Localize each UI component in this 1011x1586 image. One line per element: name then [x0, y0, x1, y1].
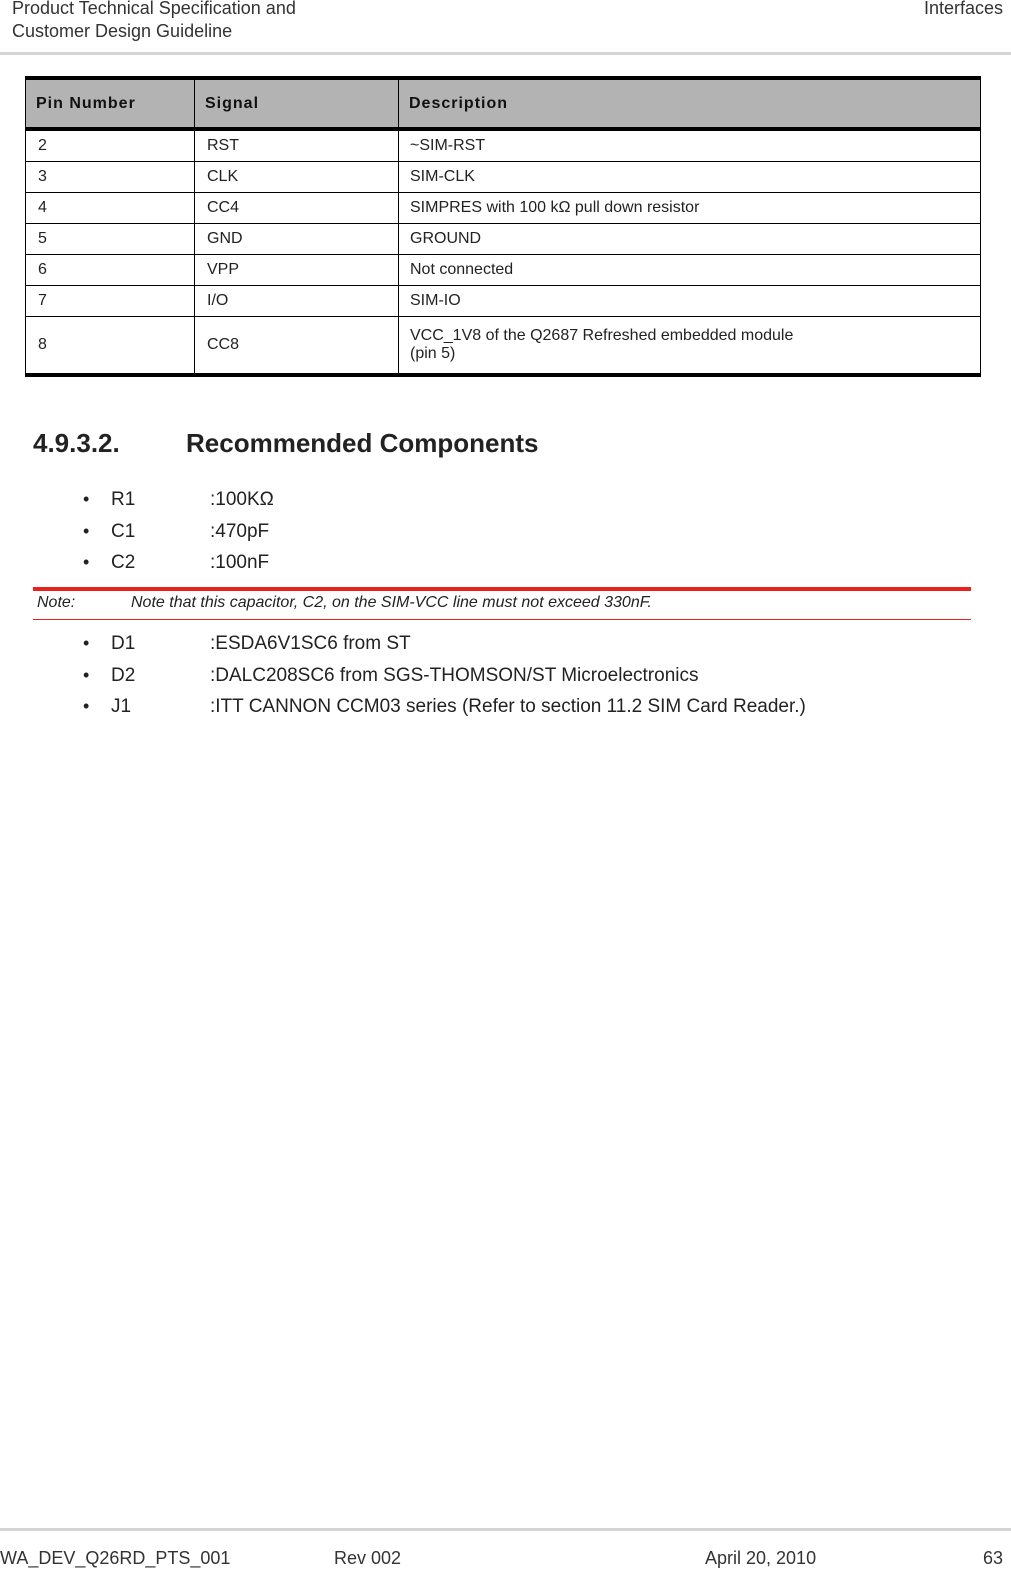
signal-cell: VPP — [195, 255, 399, 286]
component-ref: D2 — [111, 664, 136, 686]
column-header-signal: Signal — [195, 78, 399, 129]
footer-document-id: WA_DEV_Q26RD_PTS_001 — [0, 1548, 231, 1568]
bullet-icon: • — [83, 696, 90, 716]
description-cell: SIM-CLK — [399, 162, 981, 193]
table-row — [26, 317, 981, 376]
component-ref: C1 — [111, 520, 136, 542]
component-ref: R1 — [111, 489, 136, 510]
pin-cell: 8 — [26, 317, 195, 376]
table-row — [26, 193, 981, 224]
table-row — [26, 129, 981, 162]
bullet-icon: • — [83, 664, 90, 685]
column-header-description: Description — [399, 78, 981, 129]
column-header-pin: Pin Number — [26, 78, 195, 129]
note-text: Note that this capacitor, C2, on the SIM-VCC line must not exceed 330nF. — [131, 594, 652, 611]
bullet-icon: • — [83, 633, 90, 653]
section-title: Recommended Components — [186, 428, 539, 458]
chapter-name: Interfaces — [923, 0, 1003, 18]
note-box — [33, 587, 971, 620]
footer-page-number: 63 — [982, 1548, 1003, 1568]
description-line2: (pin 5) — [410, 345, 456, 362]
page-footer — [0, 1528, 1011, 1586]
pin-cell: 5 — [26, 224, 195, 255]
signal-cell: CLK — [195, 162, 399, 193]
component-value: :470pF — [210, 520, 270, 542]
component-value: :ESDA6V1SC6 from ST — [210, 633, 411, 654]
component-value: :100KΩ — [210, 489, 274, 510]
component-value: :100nF — [210, 552, 270, 573]
component-value: :DALC208SC6 from SGS-THOMSON/ST Microelectronics — [210, 664, 699, 686]
footer-revision: Rev 002 — [334, 1548, 402, 1568]
pin-cell: 2 — [26, 129, 195, 162]
document-title-line2: Customer Design Guideline — [12, 21, 233, 41]
note-label: Note: — [37, 594, 76, 611]
pin-table — [25, 76, 981, 377]
footer-date: April 20, 2010 — [705, 1548, 817, 1568]
section-number: 4.9.3.2. — [33, 428, 120, 458]
component-ref: D1 — [111, 633, 136, 654]
table-row — [26, 255, 981, 286]
signal-cell: I/O — [195, 286, 399, 317]
component-ref: C2 — [111, 552, 136, 573]
description-cell: Not connected — [399, 255, 981, 286]
page-header — [0, 0, 1011, 55]
table-header-row — [26, 78, 981, 129]
description-cell: SIM-IO — [399, 286, 981, 317]
bullet-icon: • — [83, 520, 90, 541]
document-title — [12, 0, 296, 43]
pin-cell: 4 — [26, 193, 195, 224]
description-line1: VCC_1V8 of the Q2687 Refreshed embedded module — [410, 327, 794, 344]
table-row — [26, 162, 981, 193]
signal-cell: CC4 — [195, 193, 399, 224]
signal-cell: CC8 — [195, 317, 399, 376]
bullet-icon: • — [83, 489, 90, 509]
table-row — [26, 286, 981, 317]
signal-cell: RST — [195, 129, 399, 162]
pin-cell: 3 — [26, 162, 195, 193]
description-cell — [399, 317, 981, 376]
component-value: :ITT CANNON CCM03 series (Refer to section 11.2 SIM Card Reader.) — [210, 696, 806, 717]
document-title-line1: Product Technical Specification and — [12, 0, 296, 18]
description-cell: ~SIM-RST — [399, 129, 981, 162]
bullet-icon: • — [83, 552, 90, 572]
pin-cell: 6 — [26, 255, 195, 286]
pin-cell: 7 — [26, 286, 195, 317]
description-cell: SIMPRES with 100 kΩ pull down resistor — [399, 193, 981, 224]
section-heading — [33, 428, 539, 459]
signal-cell: GND — [195, 224, 399, 255]
table-row — [26, 224, 981, 255]
component-ref: J1 — [111, 696, 132, 717]
description-cell: GROUND — [399, 224, 981, 255]
